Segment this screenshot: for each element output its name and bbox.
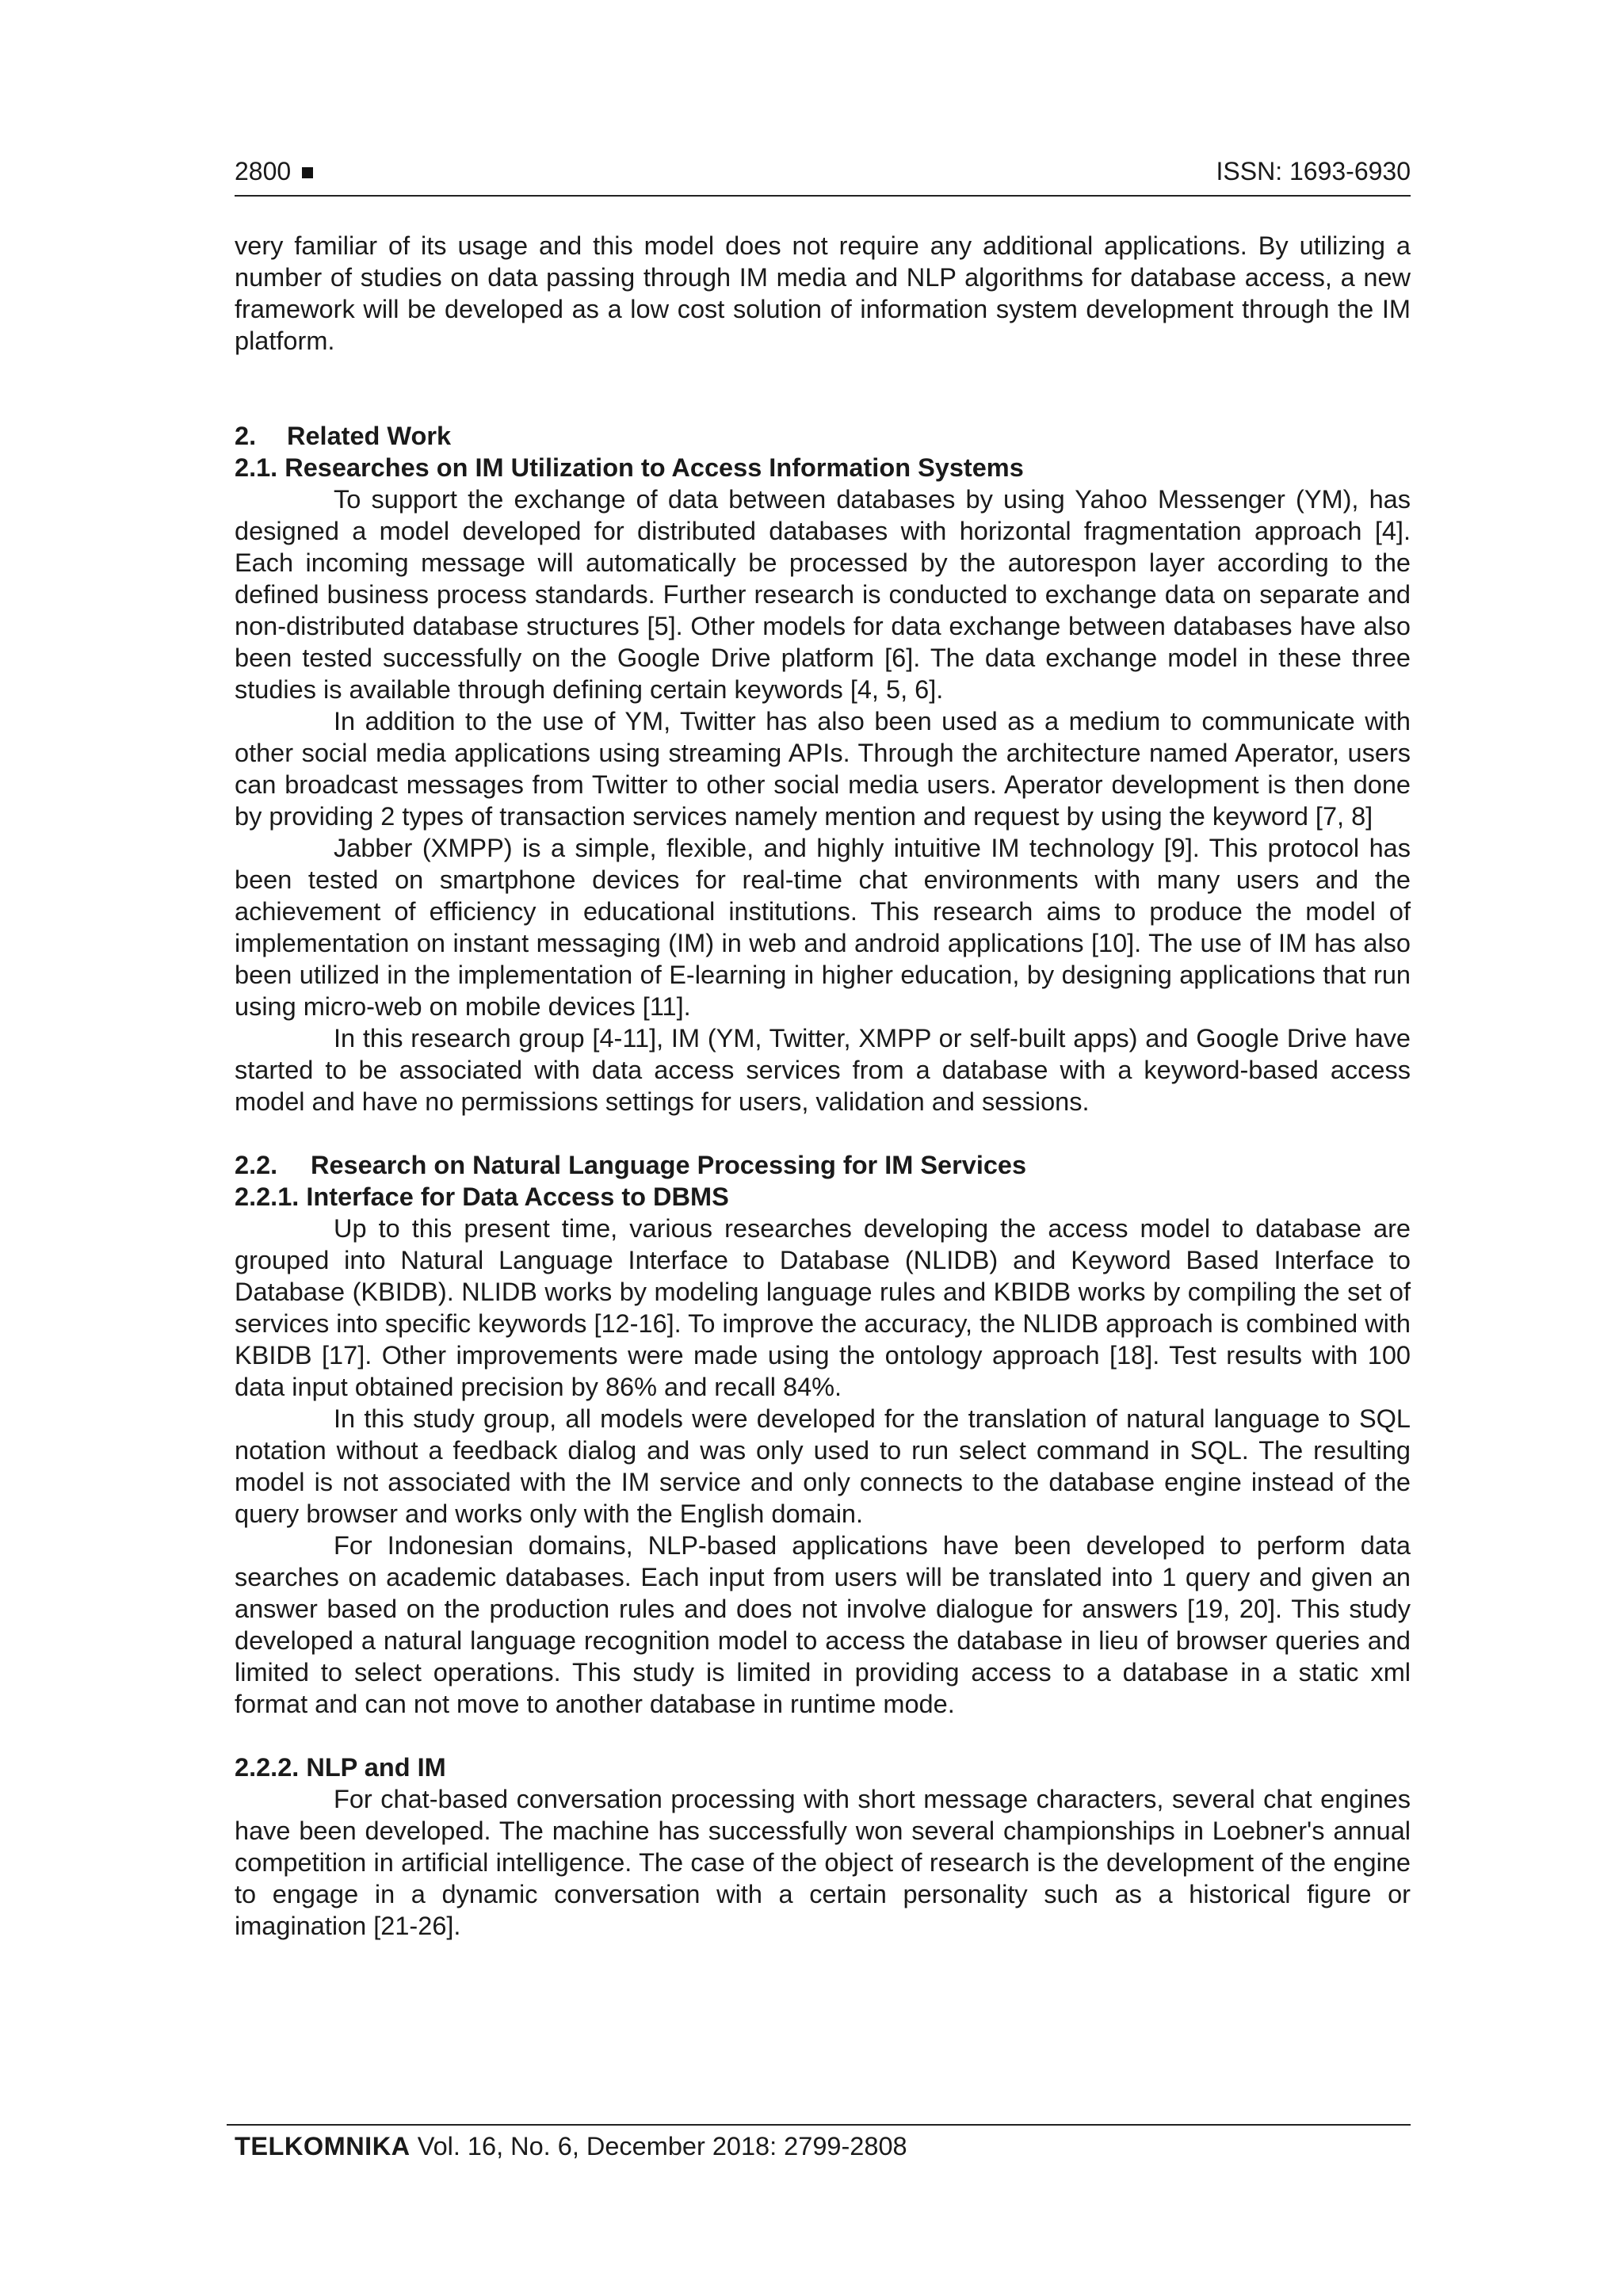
paragraph: In this study group, all models were developed for the translation of natural language to SQL notation without a feedback dialog and was only used to run select command in SQL. The resulting model is not associated with the IM service and only connects to the database engine instead of the query browser and works only with the English domain.: [235, 1404, 1411, 1528]
section-number: 2.2.: [235, 1151, 278, 1179]
journal-name: TELKOMNIKA: [235, 2132, 411, 2160]
paragraph: In this research group [4-11], IM (YM, Twitter, XMPP or self-built apps) and Google Drive have started to be associated with data access services from a database with a keyword-based access model and have no permissions settings for users, validation and sessions.: [235, 1024, 1411, 1116]
section-title: Researches on IM Utilization to Access Information Systems: [285, 453, 1024, 482]
paragraph: Up to this present time, various researches developing the access model to database are grouped into Natural Language Interface to Database (NLIDB) and Keyword Based Interface to Database (KBIDB). NLIDB works by modeling language rules and KBIDB works by compiling the set of services into specific keywords [12-16]. To improve the accuracy, the NLIDB approach is combined with KBIDB [17]. Other improvements were made using the ontology approach [18]. Test results with 100 data input obtained precision by 86% and recall 84%.: [235, 1214, 1411, 1401]
section-number: 2.: [235, 422, 257, 450]
square-bullet-icon: [302, 167, 313, 178]
footer-divider: [227, 2124, 1411, 2126]
section-number: 2.2.1.: [235, 1182, 300, 1211]
section-2-1-heading: [235, 452, 1411, 483]
section-2-2-2-heading: [235, 1752, 1411, 1783]
paragraph: For Indonesian domains, NLP-based applications have been developed to perform data searches on academic databases. Each input from users will be translated into 1 query and given an answer based on the production rules and does not involve dialogue for answers [19, 20]. This study developed a natural language recognition model to access the database in lieu of browser queries and limited to select operations. This study is limited in providing access to a database in a static xml format and can not move to another database in runtime mode.: [235, 1531, 1411, 1718]
header-divider: [235, 195, 1411, 197]
page-number: 2800: [235, 157, 292, 185]
journal-citation: Vol. 16, No. 6, December 2018: 2799-2808: [417, 2132, 907, 2160]
paragraph: Jabber (XMPP) is a simple, flexible, and highly intuitive IM technology [9]. This protocol has been tested on smartphone devices for real-time chat environments with many users and the achievement of efficiency in educational institutions. This research aims to produce the model of implementation on instant messaging (IM) in web and android applications [10]. The use of IM has also been utilized in the implementation of E-learning in higher education, by designing applications that run using micro-web on mobile devices [11].: [235, 834, 1411, 1021]
section-title: Interface for Data Access to DBMS: [306, 1182, 729, 1211]
section-title: Research on Natural Language Processing for IM Services: [311, 1151, 1027, 1179]
spacer: [235, 357, 1411, 420]
page-header-left: [235, 155, 313, 187]
issn-label: ISSN: 1693-6930: [1216, 157, 1411, 185]
page-header: [235, 155, 1411, 193]
section-title: NLP and IM: [306, 1753, 446, 1782]
paragraph: For chat-based conversation processing with short message characters, several chat engines have been developed. The machine has successfully won several championships in Loebner's annual competition in artificial intelligence. The case of the object of research is the development of the engine to engage in a dynamic conversation with a certain personality such as a historical figure or imagination [21-26].: [235, 1785, 1411, 1940]
section-2-heading: [235, 420, 1411, 452]
section-2-2-heading: [235, 1149, 1411, 1181]
section-title: Related Work: [287, 422, 452, 450]
intro-paragraph: very familiar of its usage and this model does not require any additional applications. By utilizing a number of studies on data passing through IM media and NLP algorithms for database access, a new framework will be developed as a low cost solution of information system development through the IM platform.: [235, 231, 1411, 355]
spacer: [235, 1117, 1411, 1149]
page-footer: [235, 2130, 907, 2162]
section-number: 2.2.2.: [235, 1753, 300, 1782]
section-number: 2.1.: [235, 453, 278, 482]
paragraph: In addition to the use of YM, Twitter has also been used as a medium to communicate with other social media applications using streaming APIs. Through the architecture named Aperator, users can broadcast messages from Twitter to other social media users. Aperator development is then done by providing 2 types of transaction services namely mention and request by using the keyword [7, 8]: [235, 707, 1411, 831]
section-2-2-1-heading: [235, 1181, 1411, 1213]
paragraph: To support the exchange of data between databases by using Yahoo Messenger (YM), has designed a model developed for distributed databases with horizontal fragmentation approach [4]. Each incoming message will automatically be processed by the autorespon layer according to the defined business process standards. Further research is conducted to exchange data on separate and non-distributed database structures [5]. Other models for data exchange between databases have also been tested successfully on the Google Drive platform [6]. The data exchange model in these three studies is available through defining certain keywords [4, 5, 6].: [235, 485, 1411, 704]
spacer: [235, 1720, 1411, 1752]
body-text: [235, 230, 1411, 1942]
